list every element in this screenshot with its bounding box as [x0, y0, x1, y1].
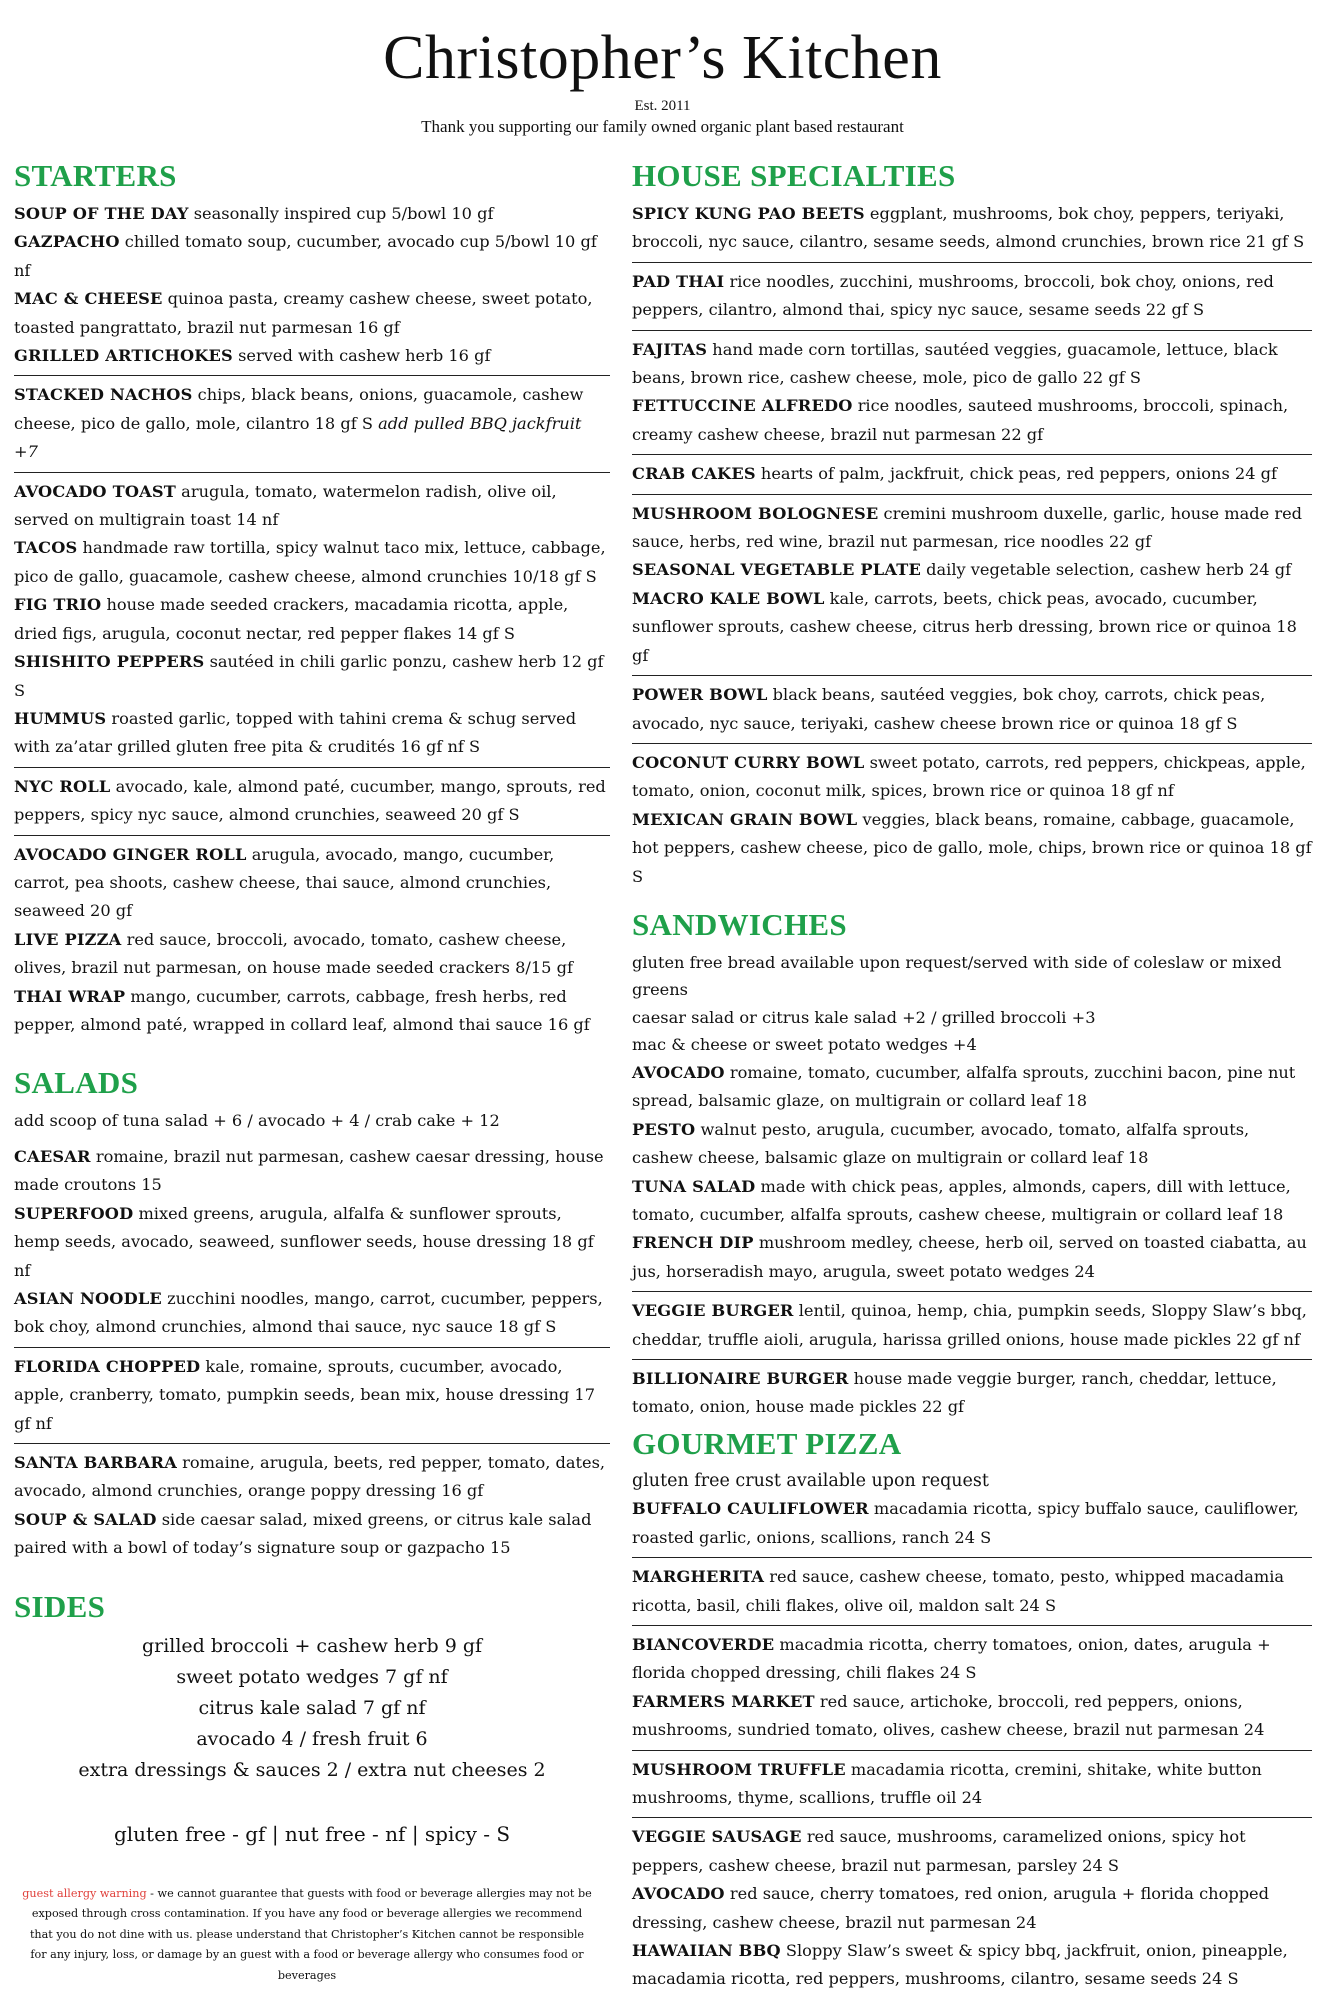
item-desc: arugula, tomato, watermelon radish, olive oil, served on multigrain toast 14 nf — [14, 481, 557, 530]
item-desc: zucchini noodles, mango, carrot, cucumber, peppers, bok choy, almond crunchies, almond thai sauce, nyc sauce 18 gf S — [14, 1288, 603, 1337]
item-name: AVOCADO — [632, 1062, 725, 1082]
spacer — [14, 1563, 610, 1589]
item-name: FARMERS MARKET — [632, 1691, 815, 1711]
item-desc: roasted garlic, topped with tahini crema & schug served with za’atar grilled gluten free pita & crudités 16 gf nf S — [14, 708, 577, 757]
item-desc: kale, romaine, sprouts, cucumber, avocado, apple, cranberry, tomato, pumpkin seeds, bean mix, house dressing 17 gf nf — [14, 1356, 596, 1433]
item-name: AVOCADO GINGER ROLL — [14, 844, 247, 864]
allergy-warning — [22, 1884, 592, 1987]
divider — [632, 262, 1312, 263]
menu-item — [14, 926, 610, 983]
item-name: GAZPACHO — [14, 232, 120, 252]
item-desc: macadamia ricotta, spicy buffalo sauce, cauliflower, roasted garlic, onions, scallions, ranch 24 S — [632, 1499, 1299, 1547]
menu-item — [632, 1563, 1312, 1620]
menu-item — [632, 500, 1312, 557]
divider — [632, 330, 1312, 331]
dietary-legend: gluten free - gf | nut free - nf | spicy - S — [113, 1821, 511, 1846]
menu-item — [632, 392, 1312, 449]
item-name: AVOCADO TOAST — [14, 481, 177, 501]
item-desc: black beans, sautéed veggies, bok choy, carrots, chick peas, avocado, nyc sauce, teriyaki, cashew cheese brown rice or quinoa 18 gf S — [632, 685, 1266, 733]
item-name: MACRO KALE BOWL — [632, 588, 825, 608]
item-desc: mixed greens, arugula, alfalfa & sunflower sprouts, hemp seeds, avocado, seaweed, sunflower seeds, house dressing 18 gf nf — [14, 1203, 594, 1280]
item-name: MEXICAN GRAIN BOWL — [632, 809, 858, 829]
item-desc: chips, black beans, onions, guacamole, cashew cheese, pico de gallo, mole, cilantro 18 gf S — [14, 385, 584, 433]
item-name: CRAB CAKES — [632, 464, 756, 484]
divider — [632, 743, 1312, 744]
menu-item — [632, 585, 1312, 670]
item-desc: served with cashew herb 16 gf — [232, 346, 491, 366]
menu-item — [632, 268, 1312, 325]
item-name: CAESAR — [14, 1146, 91, 1166]
side-item: citrus kale salad 7 gf nf — [198, 1696, 426, 1719]
item-desc: rice noodles, zucchini, mushrooms, broccoli, bok choy, onions, red peppers, cilantro, almond thai, spicy nyc sauce, sesame seeds 22 gf S — [632, 271, 1274, 320]
divider — [14, 1443, 610, 1444]
menu-item — [14, 841, 610, 926]
item-desc: sweet potato, carrots, red peppers, chickpeas, apple, tomato, onion, coconut milk, spices, brown rice or quinoa 18 gf nf — [632, 752, 1306, 801]
divider — [632, 1817, 1312, 1818]
divider — [632, 494, 1312, 495]
sides-list — [14, 1631, 610, 1786]
item-name: SUPERFOOD — [14, 1203, 134, 1223]
item-name: GRILLED ARTICHOKES — [14, 346, 233, 366]
item-name: LIVE PIZZA — [14, 929, 122, 949]
menu-item — [632, 556, 1312, 584]
item-name: FRENCH DIP — [632, 1233, 754, 1253]
allergy-warning-text: - we cannot guarantee that guests with food or beverage allergies may not be exposed through cross contamination. If you have any food or beverage allergies we recommend that you do not dine with us. please understand that Christopher’s Kitchen cannot be responsible for any injury, loss, or damage by an guest with a food or beverage allergy who consumes food or beverages — [29, 1886, 592, 1982]
menu-item — [14, 705, 610, 762]
item-desc: romaine, arugula, beets, red pepper, tomato, dates, avocado, almond crunchies, orange poppy dressing 16 gf — [14, 1452, 606, 1501]
item-name: BILLIONAIRE BURGER — [632, 1369, 849, 1388]
section-title-sides: SIDES — [14, 1588, 106, 1624]
spacer — [632, 891, 1312, 907]
restaurant-name: Christopher’s Kitchen — [383, 24, 942, 92]
section-title-starters: STARTERS — [14, 158, 177, 193]
item-name: COCONUT CURRY BOWL — [632, 752, 865, 772]
item-desc: lentil, quinoa, hemp, chia, pumpkin seeds, Sloppy Slaw’s bbq, cheddar, truffle aioli, arugula, harissa grilled onions, house made pickles 22 gf nf — [632, 1301, 1307, 1349]
item-name: TUNA SALAD — [632, 1176, 756, 1196]
divider — [14, 375, 610, 376]
menu-item — [632, 1173, 1312, 1230]
item-name: POWER BOWL — [632, 685, 768, 705]
item-name: SPICY KUNG PAO BEETS — [632, 204, 865, 223]
item-name: MARGHERITA — [632, 1567, 765, 1587]
menu-item — [14, 983, 610, 1040]
divider — [632, 1750, 1312, 1751]
divider — [632, 1557, 1312, 1558]
divider — [632, 1625, 1312, 1626]
item-name: ASIAN NOODLE — [14, 1288, 162, 1308]
established-year: Est. 2011 — [634, 98, 691, 114]
menu-item — [632, 749, 1312, 806]
side-item: grilled broccoli + cashew herb 9 gf — [141, 1634, 483, 1657]
menu-item — [632, 1937, 1312, 1994]
tagline: Thank you supporting our family owned organic plant based restaurant — [421, 117, 904, 136]
item-desc: romaine, brazil nut parmesan, cashew caesar dressing, house made croutons 15 — [14, 1146, 604, 1195]
item-name: FLORIDA CHOPPED — [14, 1356, 201, 1376]
item-name: SANTA BARBARA — [14, 1452, 177, 1472]
menu-item — [14, 1449, 610, 1506]
item-name: HAWAIIAN BBQ — [632, 1941, 781, 1960]
menu-item — [14, 648, 610, 705]
item-name: TACOS — [14, 538, 78, 558]
item-desc: side caesar salad, mixed greens, or citrus kale salad paired with a bowl of today’s signature soup or gazpacho 15 — [14, 1509, 592, 1558]
divider — [14, 1347, 610, 1348]
item-name: THAI WRAP — [14, 986, 126, 1006]
menu-item — [14, 1285, 610, 1342]
menu-item — [14, 1200, 610, 1285]
item-name: FAJITAS — [632, 339, 708, 359]
item-desc: hand made corn tortillas, sautéed veggies, guacamole, lettuce, black beans, brown rice, cashew cheese, mole, pico de gallo 22 gf S — [632, 339, 1278, 388]
item-desc: rice noodles, sauteed mushrooms, broccoli, spinach, creamy cashew cheese, brazil nut parmesan 22 gf — [632, 396, 1289, 444]
menu-item — [632, 1495, 1312, 1552]
divider — [632, 1291, 1312, 1292]
divider — [14, 472, 610, 473]
right-column — [632, 158, 1312, 1994]
item-desc: red sauce, cherry tomatoes, red onion, arugula + florida chopped dressing, cashew cheese, brazil nut parmesan 24 — [632, 1884, 1269, 1932]
item-desc: mushroom medley, cheese, herb oil, served on toasted ciabatta, au jus, horseradish mayo, arugula, sweet potato wedges 24 — [632, 1233, 1307, 1281]
item-desc: red sauce, artichoke, broccoli, red peppers, onions, mushrooms, sundried tomato, olives, cashew cheese, brazil nut parmesan 24 — [632, 1691, 1265, 1740]
item-desc: cremini mushroom duxelle, garlic, house made red sauce, herbs, red wine, brazil nut parmesan, rice noodles 22 gf — [632, 503, 1303, 552]
item-desc: avocado, kale, almond paté, cucumber, mango, sprouts, red peppers, spicy nyc sauce, almond crunchies, seaweed 20 gf S — [14, 776, 606, 825]
menu-item — [632, 1229, 1312, 1286]
menu-item — [14, 342, 610, 370]
allergy-warning-label: guest allergy warning — [22, 1886, 147, 1900]
side-item: avocado 4 / fresh fruit 6 — [196, 1727, 428, 1750]
divider — [14, 835, 610, 836]
menu-item — [632, 460, 1312, 488]
item-desc: red sauce, broccoli, avocado, tomato, cashew cheese, olives, brazil nut parmesan, on house made seeded crackers 8/15 gf — [14, 929, 573, 978]
divider — [14, 767, 610, 768]
item-desc: made with chick peas, apples, almonds, capers, dill with lettuce, tomato, cucumber, alfalfa sprouts, cashew cheese, multigrain or collard leaf 18 — [632, 1176, 1291, 1224]
item-name: PAD THAI — [632, 271, 725, 291]
section-note: gluten free crust available upon request — [632, 1470, 989, 1491]
menu-item — [14, 773, 610, 830]
item-name: FETTUCCINE ALFREDO — [632, 396, 853, 416]
item-name: SOUP OF THE DAY — [14, 204, 189, 223]
item-desc: Sloppy Slaw’s sweet & spicy bbq, jackfruit, onion, pineapple, macadamia ricotta, red peppers, mushrooms, cilantro, sesame seeds 24 S — [632, 1941, 1288, 1989]
item-addon: add pulled BBQ jackfruit +7 — [14, 413, 582, 462]
item-name: BUFFALO CAULIFLOWER — [632, 1499, 869, 1519]
item-desc: mango, cucumber, carrots, cabbage, fresh herbs, red pepper, almond paté, wrapped in collard leaf, almond thai sauce 16 gf — [14, 986, 590, 1034]
menu-item — [14, 228, 610, 285]
side-item: extra dressings & sauces 2 / extra nut cheeses 2 — [78, 1758, 546, 1781]
menu-item — [14, 1353, 610, 1438]
menu-item — [14, 285, 610, 342]
item-desc: veggies, black beans, romaine, cabbage, guacamole, hot peppers, cashew cheese, pico de gallo, mole, chips, brown rice or quinoa 18 gf S — [632, 809, 1312, 886]
menu-item — [632, 1823, 1312, 1880]
section-title-gourmet-pizza: GOURMET PIZZA — [632, 1425, 902, 1461]
item-name: MUSHROOM TRUFFLE — [632, 1759, 846, 1779]
item-desc: house made veggie burger, ranch, cheddar, lettuce, tomato, onion, house made pickles 22 gf — [632, 1369, 1277, 1417]
item-desc: sautéed in chili garlic ponzu, cashew herb 12 gf S — [14, 652, 604, 700]
menu-item — [632, 200, 1312, 257]
section-title-salads: SALADS — [14, 1065, 139, 1101]
menu-item — [632, 806, 1312, 891]
section-title-sandwiches: SANDWICHES — [632, 906, 847, 942]
item-desc: macadmia ricotta, cherry tomatoes, onion, dates, arugula + florida chopped dressing, chili flakes 24 S — [632, 1634, 1271, 1683]
spacer — [14, 1039, 610, 1065]
item-desc: eggplant, mushrooms, bok choy, peppers, teriyaki, broccoli, nyc sauce, cilantro, sesame seeds, almond crunchies, brown rice 21 gf S — [632, 204, 1305, 252]
menu-item — [632, 1116, 1312, 1173]
item-desc: daily vegetable selection, cashew herb 24 gf — [920, 560, 1292, 580]
item-name: FIG TRIO — [14, 595, 102, 615]
item-desc: walnut pesto, arugula, cucumber, avocado, tomato, alfalfa sprouts, cashew cheese, balsamic glaze on multigrain or collard leaf 18 — [632, 1119, 1250, 1168]
item-name: SEASONAL VEGETABLE PLATE — [632, 560, 921, 580]
item-desc: chilled tomato soup, cucumber, avocado cup 5/bowl 10 gf nf — [14, 232, 597, 280]
menu-item — [14, 534, 610, 591]
item-name: PESTO — [632, 1119, 696, 1139]
menu-item — [632, 1059, 1312, 1116]
item-name: SOUP & SALAD — [14, 1509, 157, 1529]
menu-item — [14, 1506, 610, 1563]
menu-item — [632, 1631, 1312, 1688]
item-name: MUSHROOM BOLOGNESE — [632, 503, 879, 523]
item-name: AVOCADO — [632, 1884, 725, 1904]
item-name: SHISHITO PEPPERS — [14, 652, 205, 672]
item-desc: handmade raw tortilla, spicy walnut taco mix, lettuce, cabbage, pico de gallo, guacamole, cashew cheese, almond crunchies 10/18 gf S — [14, 538, 606, 586]
menu-item — [632, 1756, 1312, 1813]
menu-item — [632, 681, 1312, 738]
item-name: HUMMUS — [14, 708, 107, 728]
item-name: VEGGIE BURGER — [632, 1301, 794, 1321]
item-desc: kale, carrots, beets, chick peas, avocado, cucumber, sunflower sprouts, cashew cheese, citrus herb dressing, brown rice or quinoa 18 gf — [632, 588, 1297, 665]
item-desc: red sauce, mushrooms, caramelized onions, spicy hot peppers, cashew cheese, brazil nut parmesan, parsley 24 S — [632, 1827, 1246, 1875]
item-desc: quinoa pasta, creamy cashew cheese, sweet potato, toasted pangrattato, brazil nut parmesan 16 gf — [14, 289, 593, 337]
section-note: add scoop of tuna salad + 6 / avocado + 4 / crab cake + 12 — [14, 1111, 500, 1131]
menu-item — [632, 1365, 1312, 1422]
menu-item — [14, 1143, 610, 1200]
menu-header — [0, 22, 1325, 137]
item-desc: red sauce, cashew cheese, tomato, pesto, whipped macadamia ricotta, basil, chili flakes, olive oil, maldon salt 24 S — [632, 1567, 1285, 1615]
side-item: sweet potato wedges 7 gf nf — [176, 1665, 448, 1688]
item-name: NYC ROLL — [14, 776, 111, 796]
item-name: VEGGIE SAUSAGE — [632, 1827, 802, 1847]
divider — [632, 675, 1312, 676]
item-desc: seasonally inspired cup 5/bowl 10 gf — [188, 204, 494, 223]
item-desc: house made seeded crackers, macadamia ricotta, apple, dried figs, arugula, coconut nectar, red pepper flakes 14 gf S — [14, 595, 569, 643]
menu-item — [632, 336, 1312, 393]
item-name: MAC & CHEESE — [14, 289, 163, 309]
menu-item — [14, 478, 610, 535]
item-name: STACKED NACHOS — [14, 385, 193, 405]
menu-item — [632, 1297, 1312, 1354]
divider — [632, 454, 1312, 455]
item-desc: romaine, tomato, cucumber, alfalfa sprouts, zucchini bacon, pine nut spread, balsamic glaze, on multigrain or collard leaf 18 — [632, 1062, 1296, 1111]
menu-item — [632, 1880, 1312, 1937]
item-desc: macadamia ricotta, cremini, shitake, white button mushrooms, thyme, scallions, truffle oil 24 — [632, 1759, 1262, 1807]
item-name: BIANCOVERDE — [632, 1634, 775, 1654]
section-note: mac & cheese or sweet potato wedges +4 — [632, 1035, 977, 1055]
section-note: gluten free bread available upon request/served with side of coleslaw or mixed greens — [632, 952, 1282, 1000]
item-desc: arugula, avocado, mango, cucumber, carrot, pea shoots, cashew cheese, thai sauce, almond crunchies, seaweed 20 gf — [14, 844, 555, 921]
menu-item — [14, 200, 610, 228]
section-note: caesar salad or citrus kale salad +2 / grilled broccoli +3 — [632, 1007, 1096, 1027]
menu-item — [14, 381, 610, 466]
menu-item — [632, 1688, 1312, 1745]
menu-item — [14, 591, 610, 648]
divider — [632, 1359, 1312, 1360]
left-column — [14, 158, 610, 1986]
item-desc: hearts of palm, jackfruit, chick peas, red peppers, onions 24 gf — [755, 464, 1278, 484]
section-title-house-specialties: HOUSE SPECIALTIES — [632, 158, 956, 193]
